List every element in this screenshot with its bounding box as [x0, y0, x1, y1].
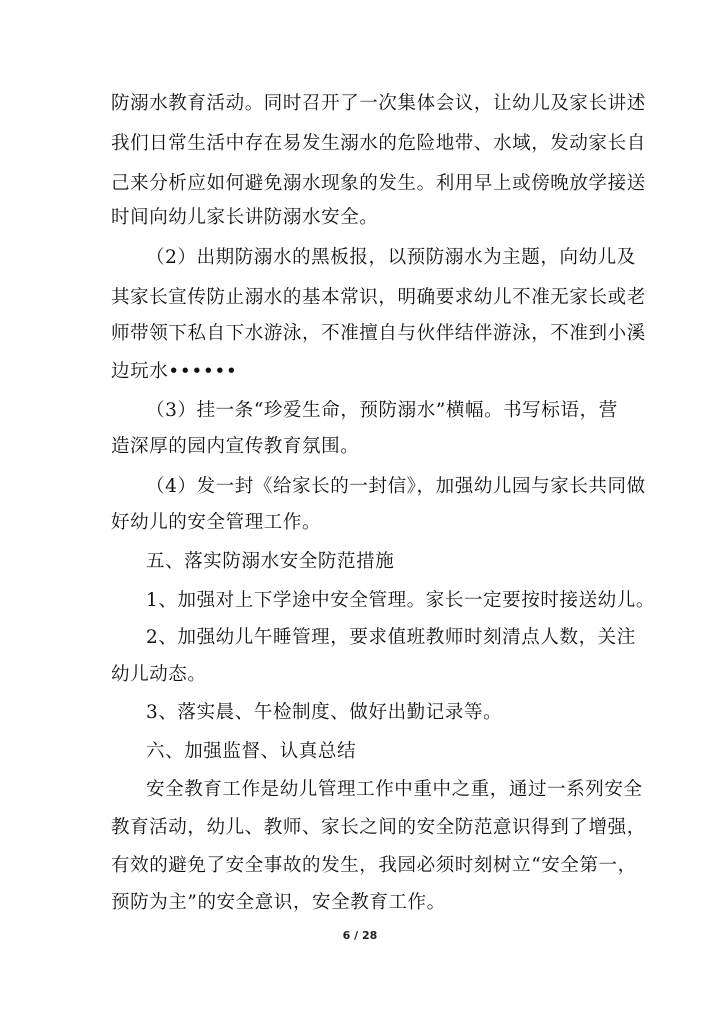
paragraph-line: （4）发一封《给家长的一封信》，加强幼儿园与家长共同做 — [146, 476, 646, 497]
paragraph-line: 1、加强对上下学途中安全管理。家长一定要按时接送幼儿。 — [146, 590, 655, 611]
paragraph-line: 2、加强幼儿午睡管理，要求值班教师时刻清点人数，关注 — [146, 627, 636, 648]
paragraph-line: 有效的避免了安全事故的发生，我园必须时刻树立“安全第一， — [111, 855, 637, 876]
paragraph-line: 安全教育工作是幼儿管理工作中重中之重，通过一系列安全 — [146, 779, 643, 800]
paragraph-line: 边玩水•••••• — [111, 361, 238, 382]
paragraph-line: 防溺水教育活动。同时召开了一次集体会议，让幼儿及家长讲述 — [111, 93, 646, 114]
section-heading: 五、落实防溺水安全防范措施 — [146, 551, 395, 572]
paragraph-line: 好幼儿的安全管理工作。 — [111, 512, 322, 533]
paragraph-line: 师带领下私自下水游泳，不准擅自与伙伴结伴游泳，不准到小溪 — [111, 323, 646, 344]
paragraph-line: 己来分析应如何避免溺水现象的发生。利用早上或傍晚放学接送 — [111, 173, 646, 194]
section-heading: 六、加强监督、认真总结 — [146, 741, 357, 762]
paragraph-line: 造深厚的园内宣传教育氛围。 — [111, 436, 360, 457]
paragraph-line: 3、落实晨、午检制度、做好出勤记录等。 — [146, 702, 503, 723]
paragraph-line: 我们日常生活中存在易发生溺水的危险地带、水域，发动家长自 — [111, 133, 646, 154]
paragraph-line: 时间向幼儿家长讲防溺水安全。 — [111, 207, 379, 228]
paragraph-line: 其家长宣传防止溺水的基本常识，明确要求幼儿不准无家长或老 — [111, 287, 646, 308]
page-number: 6 / 28 — [342, 929, 378, 942]
paragraph-line: 幼儿动态。 — [111, 664, 207, 685]
paragraph-line: 预防为主”的安全意识，安全教育工作。 — [111, 892, 446, 913]
paragraph-line: 教育活动，幼儿、教师、家长之间的安全防范意识得到了增强， — [111, 817, 646, 838]
paragraph-line: （3）挂一条“珍爱生命，预防溺水”横幅。书写标语，营 — [146, 400, 618, 421]
paragraph-line: （2）出期防溺水的黑板报，以预防溺水为主题，向幼儿及 — [146, 247, 636, 268]
